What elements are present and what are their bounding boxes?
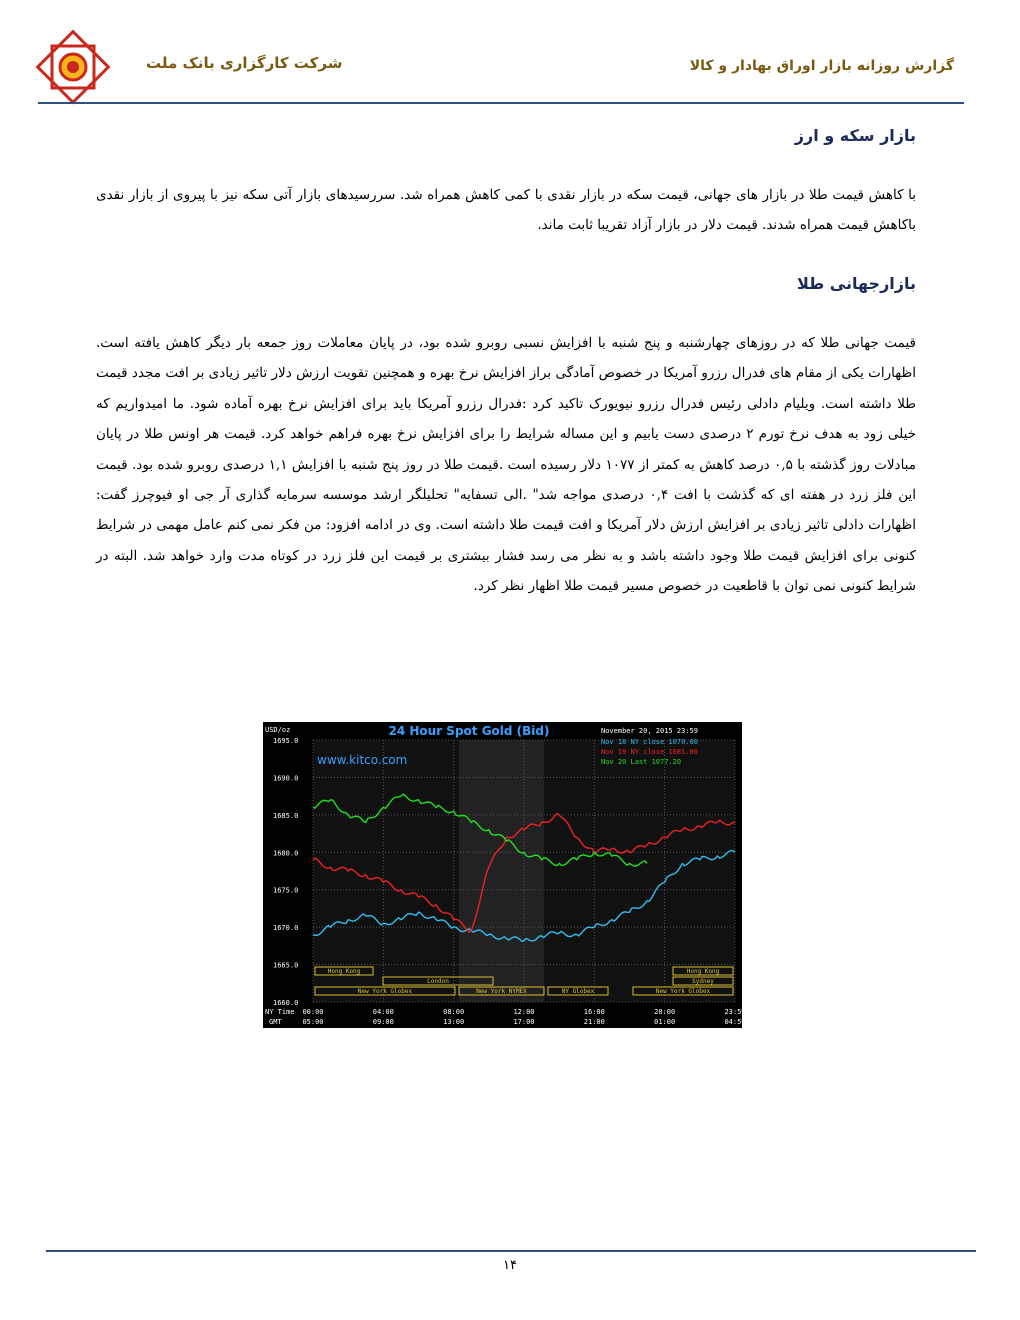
session-label: New York Globex: [655, 988, 711, 995]
x-tick-label-gmt: 04:59: [724, 1018, 746, 1026]
session-shade: [459, 740, 544, 1002]
x-tick-label-ny: 12:00: [513, 1008, 535, 1016]
x-tick-label-gmt: 13:00: [443, 1018, 465, 1026]
gold-price-chart: [263, 722, 746, 1028]
x-tick-label-ny: 00:00: [302, 1008, 324, 1016]
y-tick-label: 1665.0: [273, 961, 299, 970]
x-row-label-gmt: GMT: [269, 1018, 282, 1026]
session-label: Hong Kong: [327, 968, 361, 975]
paragraph: قیمت جهانی طلا که در روزهای چهارشنبه و پنج شنبه با افزایش نسبی روبرو شده بود، در پایان معاملات روز جمعه بار دیگر کاهش یافته است. اظهارات یکی از مقام های فدرال رزرو آمریکا در خصوص آمادگی براز افزایش نرخ بهره و همچنین تقویت ارزش دلار تاثیر زیادی بر افت مجدد قیمت طلا داشته است. ویلیام دادلی رئیس فدرال رزرو نیویورک تاکید کرد :فدرال رزرو آمریکا باید برای افزایش نرخ بهره آماده شود. ما امیدواریم که خیلی زود به هدف نرخ تورم ۲ درصدی دست یابیم و این مساله شرایط را برای افزایش نرخ بهره فراهم خواهد کرد. قیمت هر اونس طلا در پایان مبادلات روز گذشته با ۰,۵ درصد کاهش به کمتر از ۱۰۷۷ دلار رسیده است .قیمت طلا در روز پنج شنبه با افزایش ۱,۱ درصدی روبرو شده بود. قیمت این فلز زرد در هفته ای که گذشت با افت ۰,۴ درصدی مواجه شد" .الی تسفایه" تحلیلگر ارشد موسسه سرمایه گذاری آر جی او فیوچرز گفت: اظهارات دادلی تاثیر زیادی بر افزایش ارزش دلار آمریکا و افت قیمت طلا داشته است. وی در ادامه افزود: من فکر نمی کنم عامل مهمی در شرایط کنونی برای افزایش قیمت طلا وجود داشته باشد و به نظر می رسد فشار بیشتری بر قیمت این فلز زرد در کوتاه مدت وارد خواهد شد. البته در شرایط کنونی نمی توان با قاطعیت در خصوص مسیر قیمت طلا اظهار نظر کرد.: [96, 335, 916, 595]
legend-item-nov19: Nov 19 NY close 1081.00: [601, 748, 698, 756]
x-tick-label-gmt: 09:00: [372, 1018, 394, 1026]
x-tick-label-gmt: 01:00: [654, 1018, 676, 1026]
x-row-label-ny: NY Time: [265, 1008, 295, 1016]
legend-item-nov18: Nov 18 NY close 1070.00: [601, 738, 698, 746]
bank-mellat-logo-icon: [40, 34, 106, 100]
page-number: ۱۴: [503, 1258, 517, 1273]
y-tick-label: 1695.0: [273, 737, 299, 745]
y-tick-label: 1690.0: [273, 774, 299, 783]
session-label: New York NYMEX: [476, 988, 527, 995]
y-tick-label: 1680.0: [273, 849, 299, 858]
y-tick-label: 1675.0: [273, 886, 299, 895]
y-tick-label: 1685.0: [273, 811, 299, 820]
x-tick-label-ny: 20:00: [654, 1008, 676, 1016]
section-heading-coin-currency: بازار سکه و ارز: [794, 126, 916, 145]
chart-date-label: November 20, 2015 23:59: [601, 727, 698, 735]
x-tick-label-ny: 16:00: [583, 1008, 605, 1016]
x-tick-label-ny: 23:59: [724, 1008, 746, 1016]
footer-divider: [46, 1250, 976, 1252]
x-tick-label-ny: 08:00: [443, 1008, 465, 1016]
header-divider: [38, 102, 964, 104]
x-tick-label-gmt: 17:00: [513, 1018, 535, 1026]
paragraph: با کاهش قیمت طلا در بازار های جهانی، قیمت سکه در بازار نقدی با کمی کاهش همراه شد. سررسیدهای بازار آتی سکه نیز با پیروی از بازار نقدی باکاهش قیمت همراه شدند. قیمت دلار در بازار آزاد تقریبا ثابت ماند.: [96, 187, 916, 234]
page-header: [38, 28, 964, 104]
session-label: NY Globex: [561, 988, 595, 995]
session-label: Sydney: [692, 978, 714, 985]
legend-item-nov20: Nov 20 Last 1077.20: [601, 758, 682, 766]
x-tick-label-gmt: 21:00: [583, 1018, 605, 1026]
session-label: New York Globex: [357, 988, 413, 995]
section-heading-world-gold: بازارجهانی طلا: [796, 274, 916, 293]
session-label: London: [427, 978, 449, 985]
chart-svg: [263, 722, 746, 1028]
chart-subtitle: www.kitco.com: [317, 753, 408, 767]
section-body-coin-currency: [96, 180, 916, 241]
y-tick-label: 1660.0: [273, 999, 299, 1007]
y-tick-label: 1670.0: [273, 924, 299, 933]
company-name: شرکت کارگزاری بانک ملت: [146, 54, 343, 72]
chart-title: 24 Hour Spot Gold (Bid): [388, 724, 550, 738]
report-title: گزارش روزانه بازار اوراق بهادار و کالا: [689, 58, 954, 74]
x-tick-label-ny: 04:00: [372, 1008, 394, 1016]
section-body-world-gold: [96, 328, 916, 602]
x-tick-label-gmt: 05:00: [302, 1018, 324, 1026]
y-axis-label: USD/oz: [265, 726, 291, 734]
session-label: Hong Kong: [686, 968, 720, 975]
